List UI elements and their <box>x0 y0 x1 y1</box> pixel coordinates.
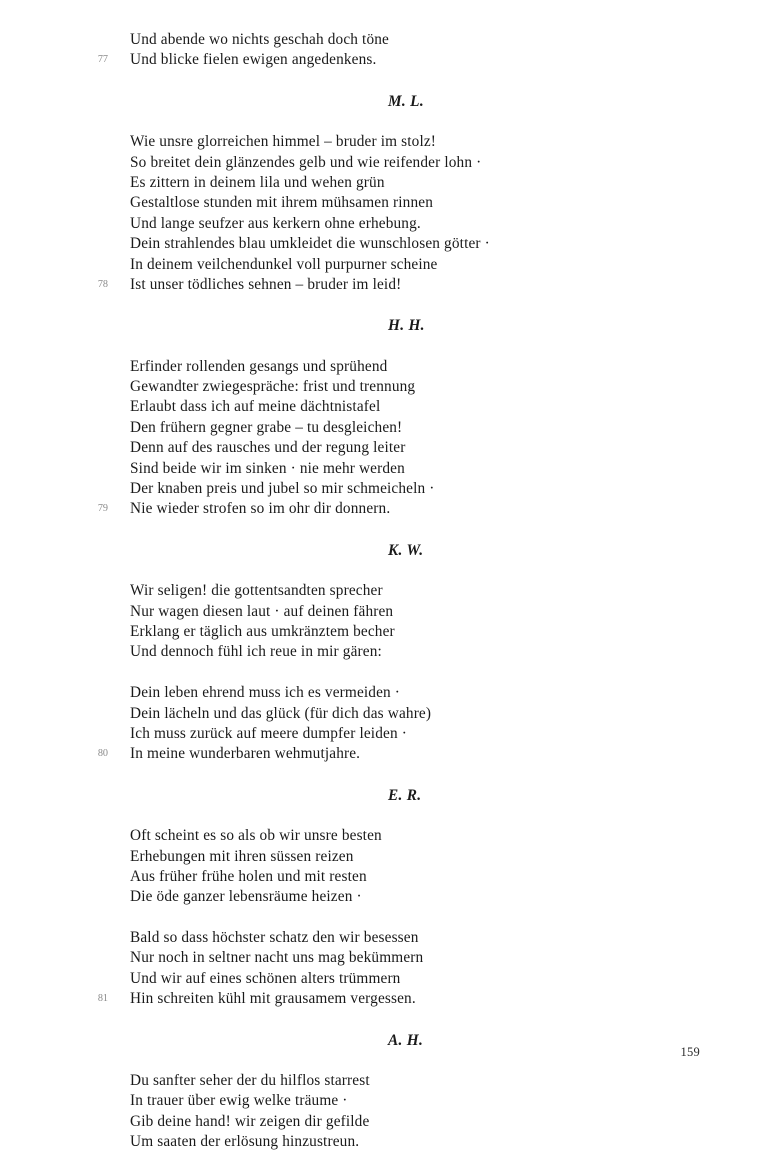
section-heading: M. L. <box>388 92 424 110</box>
verse-line <box>70 724 700 744</box>
verse-line <box>70 397 700 417</box>
verse-line <box>70 1071 700 1091</box>
verse-line <box>70 132 700 152</box>
heading-spacer <box>70 1051 700 1071</box>
verse-line-text: Erklang er täglich aus umkränztem becher <box>130 622 395 640</box>
verse-line <box>70 867 700 887</box>
verse-line-text: Die öde ganzer lebensräume heizen · <box>130 888 362 906</box>
verse-line-text: In meine wunderbaren wehmutjahre. <box>130 745 361 763</box>
verse-line <box>70 234 700 254</box>
section-spacer <box>70 765 700 786</box>
verse-line <box>70 887 700 907</box>
verse-line-text: Du sanfter seher der du hilflos starrest <box>130 1072 370 1090</box>
verse-line-text: Und abende wo nichts geschah doch töne <box>130 31 389 48</box>
section-spacer <box>70 1010 700 1031</box>
verse-line-text: Wie unsre glorreichen himmel – bruder im stolz! <box>130 133 437 151</box>
verse-line-text: Und dennoch fühl ich reue in mir gären: <box>130 643 382 661</box>
verse-line-text: Es zittern in deinem lila und wehen grün <box>130 173 385 191</box>
verse-line <box>70 1132 700 1152</box>
verse-line-text: Hin schreiten kühl mit grausamem vergessen. <box>130 990 416 1008</box>
verse-line-text: Gestaltlose stunden mit ihrem mühsamen rinnen <box>130 194 433 212</box>
verse-line <box>70 1091 700 1111</box>
verse-line <box>70 193 700 213</box>
verse-line <box>70 581 700 601</box>
verse-line <box>70 50 700 70</box>
verse-line-text: In deinem veilchendunkel voll purpurner scheine <box>130 255 438 273</box>
section-heading: H. H. <box>388 317 425 335</box>
verse-line <box>70 1112 700 1132</box>
verse-line-text: Und wir auf eines schönen alters trümmern <box>130 969 401 987</box>
verse-line <box>70 826 700 846</box>
verse-line <box>70 438 700 458</box>
heading-spacer <box>70 806 700 826</box>
verse-line <box>70 30 700 50</box>
verse-line-text: Erhebungen mit ihren süssen reizen <box>130 847 354 865</box>
verse-line-text: Nur noch in seltner nacht uns mag bekümmern <box>130 949 424 967</box>
verse-line-text: Oft scheint es so als ob wir unsre besten <box>130 827 382 845</box>
section-spacer <box>70 520 700 541</box>
verse-line <box>70 418 700 438</box>
verse-line-text: Denn auf des rausches und der regung leiter <box>130 439 406 457</box>
verse-line-text: Erlaubt dass ich auf meine dächtnistafel <box>130 398 381 416</box>
line-number: 80 <box>97 748 108 760</box>
page-number: 159 <box>680 1045 700 1059</box>
stanza-spacer <box>70 663 700 683</box>
section-heading: E. R. <box>388 786 422 804</box>
verse-line-text: Nie wieder strofen so im ohr dir donnern. <box>130 500 391 518</box>
verse-line <box>70 642 700 662</box>
line-number: 77 <box>97 54 108 66</box>
verse-line <box>70 153 700 173</box>
verse-line-text: Gib deine hand! wir zeigen dir gefilde <box>130 1112 370 1130</box>
verse-line-text: Ich muss zurück auf meere dumpfer leiden · <box>130 724 407 742</box>
verse-line-text: Ist unser tödliches sehnen – bruder im leid! <box>130 275 402 293</box>
verse-line-text: Aus früher frühe holen und mit resten <box>130 867 367 885</box>
heading-spacer <box>70 561 700 581</box>
page-content <box>70 30 700 1153</box>
verse-line <box>70 173 700 193</box>
verse-line-text: Erfinder rollenden gesangs und sprühend <box>130 357 388 375</box>
verse-line-text: Dein lächeln und das glück (für dich das wahre) <box>130 704 432 722</box>
verse-line-text: Gewandter zwiegespräche: frist und trennung <box>130 378 416 396</box>
verse-line <box>70 704 700 724</box>
verse-line <box>70 744 700 764</box>
heading-spacer <box>70 112 700 132</box>
verse-line <box>70 622 700 642</box>
verse-line-text: Nur wagen diesen laut · auf deinen fähren <box>130 602 394 620</box>
verse-line <box>70 847 700 867</box>
verse-line-text: Der knaben preis und jubel so mir schmeicheln · <box>130 480 435 498</box>
verse-line-text: Um saaten der erlösung hinzustreun. <box>130 1133 360 1151</box>
line-number: 78 <box>97 278 108 290</box>
stanza-spacer <box>70 908 700 928</box>
verse-line <box>70 948 700 968</box>
verse-line <box>70 683 700 703</box>
verse-line-text: Dein leben ehrend muss ich es vermeiden · <box>130 684 401 702</box>
section-spacer <box>70 295 700 316</box>
heading-spacer <box>70 337 700 357</box>
verse-line <box>70 602 700 622</box>
line-number: 81 <box>97 993 108 1005</box>
verse-line-text: Den frühern gegner grabe – tu desgleichen! <box>130 418 403 436</box>
section-spacer <box>70 71 700 92</box>
verse-line-text: So breitet dein glänzendes gelb und wie reifender lohn · <box>130 153 482 171</box>
verse-line <box>70 357 700 377</box>
verse-line <box>70 989 700 1009</box>
verse-line <box>70 928 700 948</box>
verse-line-text: Wir seligen! die gottentsandten sprecher <box>130 582 383 600</box>
verse-line <box>70 214 700 234</box>
section-heading: K. W. <box>388 541 424 559</box>
line-number: 79 <box>97 503 108 515</box>
verse-line <box>70 499 700 519</box>
section-heading: A. H. <box>388 1031 424 1049</box>
verse-line <box>70 969 700 989</box>
verse-line <box>70 275 700 295</box>
verse-line <box>70 255 700 275</box>
verse-line <box>70 377 700 397</box>
verse-line-text: Und blicke fielen ewigen angedenkens. <box>130 51 377 69</box>
verse-line-text: Bald so dass höchster schatz den wir besessen <box>130 929 419 947</box>
verse-line-text: Dein strahlendes blau umkleidet die wunschlosen götter · <box>130 235 490 253</box>
verse-line-text: Sind beide wir im sinken · nie mehr werden <box>130 459 405 477</box>
verse-line <box>70 479 700 499</box>
verse-line <box>70 459 700 479</box>
verse-line-text: In trauer über ewig welke träume · <box>130 1092 348 1110</box>
verse-line-text: Und lange seufzer aus kerkern ohne erhebung. <box>130 214 421 232</box>
